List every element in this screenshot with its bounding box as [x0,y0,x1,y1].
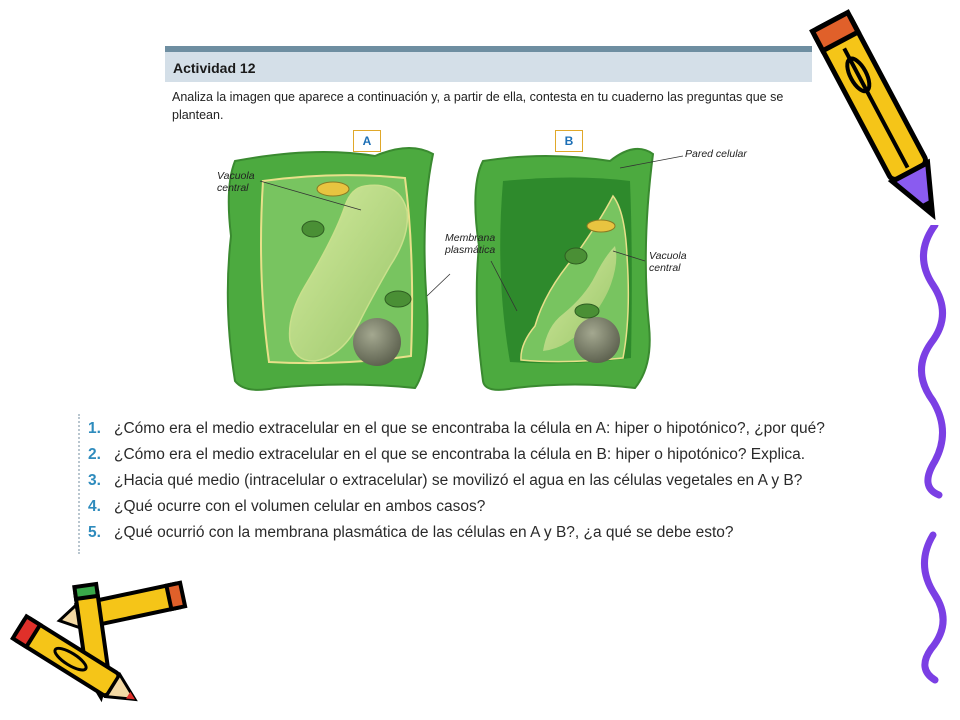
activity-panel [165,46,812,398]
plant-cells-illustration [165,126,812,398]
question-item [88,498,485,516]
question-text: ¿Cómo era el medio extracelular en el que se encontraba la célula en A: hiper o hipotónico?, ¿por qué? [114,420,825,437]
question-number: 1. [88,420,101,437]
activity-title: Actividad 12 [173,60,256,76]
pencils-clipart-bottom-left [0,580,200,715]
question-text: ¿Qué ocurre con el volumen celular en ambos casos? [114,498,486,515]
panel-a-label: A [353,130,381,152]
question-item [88,446,805,464]
activity-instructions: Analiza la imagen que aparece a continuación y, a partir de ella, contesta en tu cuaderno las preguntas que se plantean. [172,90,784,122]
question-number: 3. [88,472,101,489]
label-vacuola-central-b: Vacuola central [649,250,687,274]
label-vacuola-central-a: Vacuola central [217,170,255,194]
label-membrana-plasmatica: Membrana plasmática [445,232,496,256]
question-text: ¿Hacia qué medio (intracelular o extracelular) se movilizó el agua en las células vegetales en A y B? [114,472,803,489]
question-text: ¿Cómo era el medio extracelular en el que se encontraba la célula en B: hiper o hipotónico? Explica. [114,446,806,463]
cell-figure [165,126,812,398]
panel-b-label: B [555,130,583,152]
question-number: 2. [88,446,101,463]
question-number: 5. [88,524,101,541]
pencil-clipart-top-right [800,0,960,240]
question-number: 4. [88,498,101,515]
question-item [88,472,802,490]
activity-header [165,52,812,82]
questions-list [78,414,910,554]
label-pared-celular: Pared celular [685,148,747,160]
question-item [88,420,825,438]
question-text: ¿Qué ocurrió con la membrana plasmática de las células en A y B?, ¿a qué se debe esto? [114,524,734,541]
question-item [88,524,734,542]
squiggle-border-right [905,225,960,685]
